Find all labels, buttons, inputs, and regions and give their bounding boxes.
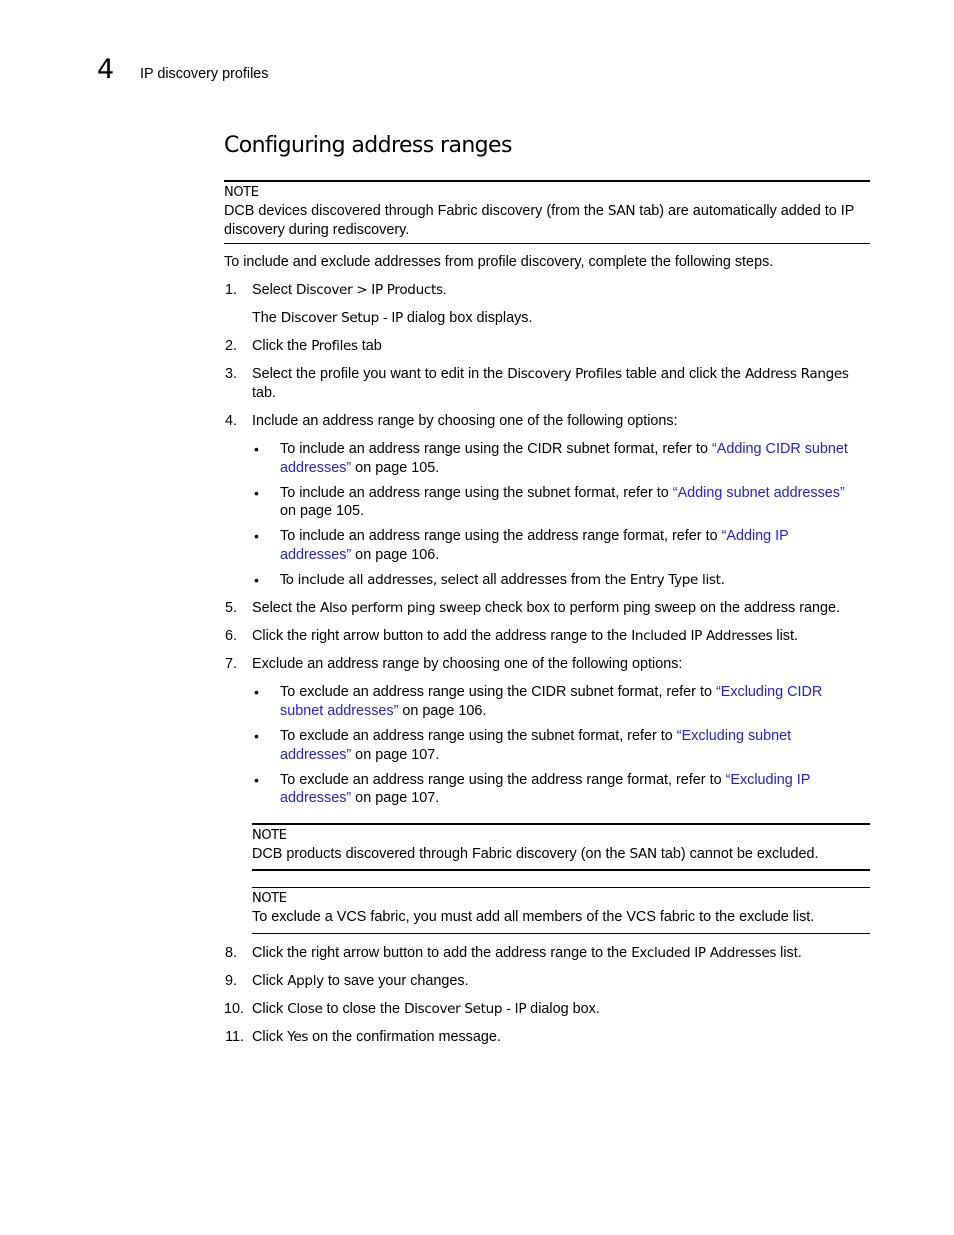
exclude-option-subnet-line2: addresses” on page 107.	[280, 747, 440, 763]
link-excluding-ip-addresses-cont[interactable]: addresses”	[280, 790, 352, 806]
include-option-cidr-line2: addresses” on page 105.	[280, 460, 440, 476]
include-option-subnet-line2: on page 105.	[280, 503, 365, 519]
exclude-option-ip-range: To exclude an address range using the address range format, refer to “Excluding IP	[280, 772, 811, 788]
link-adding-ip-addresses-cont[interactable]: addresses”	[280, 547, 352, 563]
step-number: 9.	[224, 973, 237, 989]
step-number: 6.	[224, 628, 237, 644]
note-box-vcs-fabric	[252, 887, 870, 934]
menu-path-discover-ip-products: Discover > IP Products	[296, 282, 443, 298]
step-3-line2: tab.	[252, 385, 277, 401]
exclude-option-ip-range-line2: addresses” on page 107.	[280, 790, 440, 806]
note-box-dcb-not-excluded	[252, 823, 870, 871]
step-11: Click Yes on the confirmation message.	[252, 1029, 501, 1045]
note-label: NOTE	[252, 891, 287, 906]
include-option-subnet: To include an address range using the subnet format, refer to “Adding subnet addresses”	[280, 485, 845, 501]
link-excluding-cidr-subnet-addresses-cont[interactable]: subnet addresses”	[280, 703, 399, 719]
exclude-option-cidr-line2: subnet addresses” on page 106.	[280, 703, 487, 719]
link-excluding-ip-addresses[interactable]: “Excluding IP	[725, 772, 811, 788]
step-number: 2.	[224, 338, 237, 354]
note-text-line2: discovery during rediscovery.	[224, 222, 410, 238]
bullet-icon: •	[254, 772, 259, 788]
note-label: NOTE	[252, 828, 287, 843]
link-adding-cidr-subnet-addresses-cont[interactable]: addresses”	[280, 460, 352, 476]
include-option-ip-range-line2: addresses” on page 106.	[280, 547, 440, 563]
step-1: Select Discover > IP Products.	[252, 282, 447, 298]
bullet-icon: •	[254, 572, 259, 588]
intro-paragraph: To include and exclude addresses from profile discovery, complete the following steps.	[224, 254, 774, 270]
step-2: Click the Profiles tab	[252, 338, 382, 354]
step-number: 7.	[224, 656, 237, 672]
step-9: Click Apply to save your changes.	[252, 973, 469, 989]
step-number: 10.	[223, 1001, 244, 1017]
step-number: 11.	[225, 1029, 244, 1045]
note-text: To exclude a VCS fabric, you must add all members of the VCS fabric to the exclude list.	[252, 909, 815, 925]
step-10: Click Close to close the Discover Setup - IP dialog box.	[252, 1001, 600, 1017]
step-6: Click the right arrow button to add the address range to the Included IP Addresses list.	[252, 628, 798, 644]
step-7: Exclude an address range by choosing one of the following options:	[252, 656, 683, 672]
link-excluding-subnet-addresses-cont[interactable]: addresses”	[280, 747, 352, 763]
chapter-number: 4	[97, 54, 115, 85]
step-1-result: The Discover Setup - IP dialog box displays.	[252, 310, 533, 326]
note-label: NOTE	[224, 185, 259, 200]
bullet-icon: •	[254, 485, 259, 501]
link-excluding-cidr-subnet-addresses[interactable]: “Excluding CIDR	[715, 684, 823, 700]
include-option-ip-range: To include an address range using the address range format, refer to “Adding IP	[280, 528, 789, 544]
include-option-cidr: To include an address range using the CIDR subnet format, refer to “Adding CIDR subnet	[280, 441, 848, 457]
note-box-fabric-discovery	[224, 180, 870, 244]
bullet-icon: •	[254, 684, 259, 700]
exclude-option-cidr: To exclude an address range using the CIDR subnet format, refer to “Excluding CIDR	[280, 684, 823, 700]
step-number: 3.	[224, 366, 237, 382]
running-header-title: IP discovery profiles	[140, 66, 269, 82]
link-adding-subnet-addresses[interactable]: “Adding subnet addresses”	[672, 485, 845, 501]
step-number: 1.	[224, 282, 237, 298]
note-text: DCB products discovered through Fabric discovery (on the SAN tab) cannot be excluded.	[252, 846, 819, 862]
exclude-option-subnet: To exclude an address range using the subnet format, refer to “Excluding subnet	[280, 728, 792, 744]
step-4: Include an address range by choosing one of the following options:	[252, 413, 678, 429]
bullet-icon: •	[254, 728, 259, 744]
link-adding-cidr-subnet-addresses[interactable]: “Adding CIDR subnet	[711, 441, 848, 457]
step-number: 4.	[224, 413, 237, 429]
step-number: 5.	[224, 600, 237, 616]
bullet-icon: •	[254, 441, 259, 457]
step-8: Click the right arrow button to add the address range to the Excluded IP Addresses list.	[252, 945, 802, 961]
bullet-icon: •	[254, 528, 259, 544]
link-adding-ip-addresses[interactable]: “Adding IP	[721, 528, 789, 544]
step-5: Select the Also perform ping sweep check box to perform ping sweep on the address range.	[252, 600, 841, 616]
step-number: 8.	[224, 945, 237, 961]
section-title: Configuring address ranges	[224, 133, 512, 158]
step-3: Select the profile you want to edit in the Discovery Profiles table and click the Address Ranges	[252, 366, 849, 382]
include-option-all: To include all addresses, select all addresses from the Entry Type list.	[280, 572, 725, 588]
link-excluding-subnet-addresses[interactable]: “Excluding subnet	[676, 728, 792, 744]
note-text: DCB devices discovered through Fabric discovery (from the SAN tab) are automatically added to IP	[224, 203, 855, 219]
